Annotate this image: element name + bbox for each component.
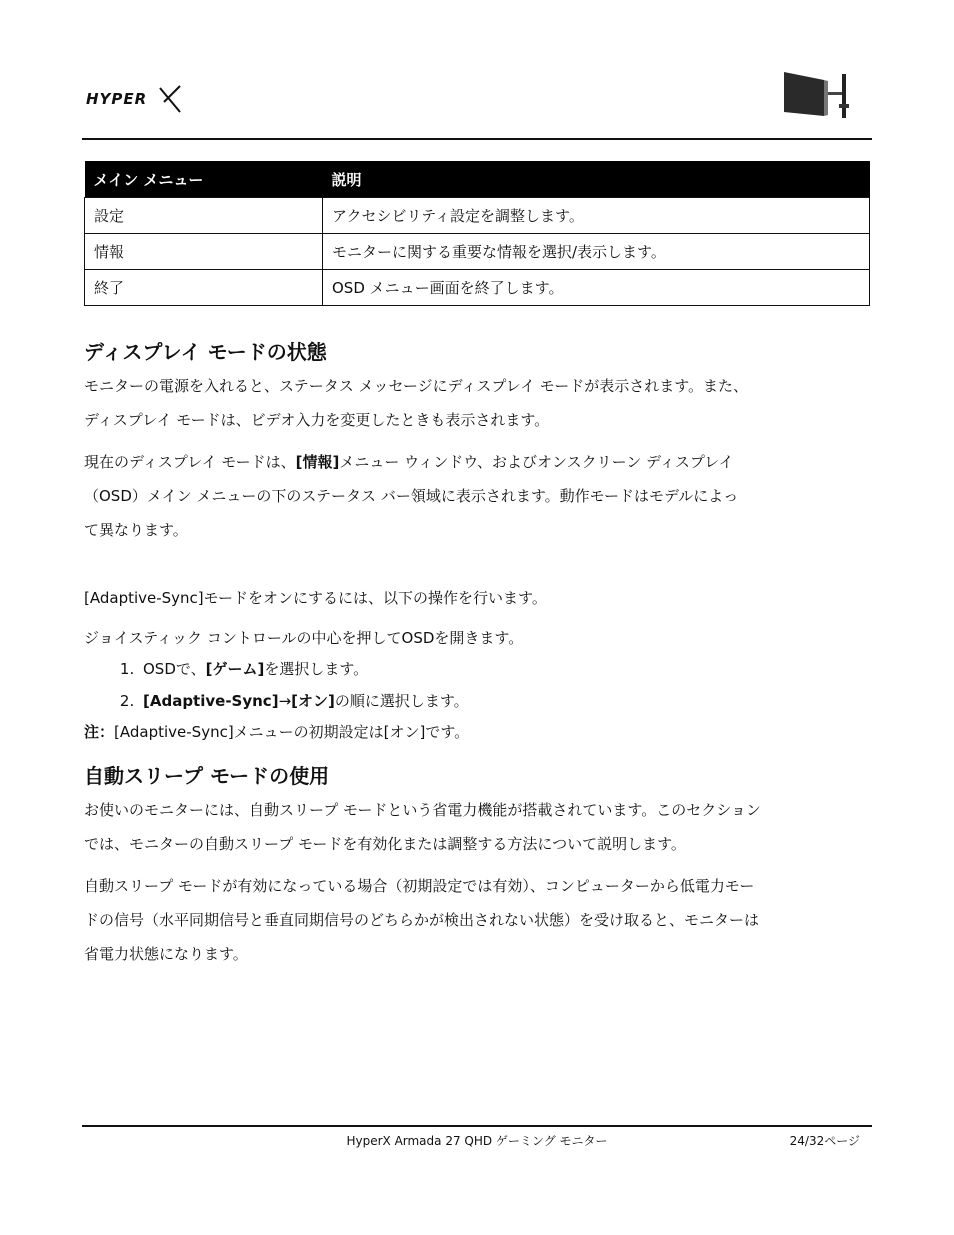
text-line: 現在のディスプレイ モードは、 <box>84 453 296 471</box>
section-heading-display-mode: ディスプレイ モードの状態 <box>84 340 327 364</box>
steps-list <box>84 653 874 717</box>
text: を選択します。 <box>264 660 369 678</box>
table-row <box>85 270 870 306</box>
bold-term: [情報] <box>295 453 340 471</box>
bold-term: [Adaptive-Sync] <box>143 692 279 710</box>
table-cell: 設定 <box>85 198 323 234</box>
paragraph: ジョイスティック コントロールの中心を押してOSDを開きます。 <box>84 629 524 647</box>
table-cell: 情報 <box>85 234 323 270</box>
bold-term: [ゲーム] <box>205 660 265 678</box>
main-menu-table <box>84 161 870 306</box>
hyperx-logo <box>84 78 184 118</box>
monitor-arm-icon <box>784 70 856 126</box>
table-cell: OSD メニュー画面を終了します。 <box>323 270 870 306</box>
table-header-row <box>85 161 870 198</box>
text-line: ディスプレイ モードは、ビデオ入力を変更したときも表示されます。 <box>84 411 550 429</box>
footer-document-title: HyperX Armada 27 QHD ゲーミング モニター <box>346 1134 608 1148</box>
text-line: メニュー ウィンドウ、およびオンスクリーン ディスプレイ <box>339 453 734 471</box>
text-line: モニターの電源を入れると、ステータス メッセージにディスプレイ モードが表示されます。また、 <box>84 377 748 395</box>
section-heading-auto-sleep: 自動スリープ モードの使用 <box>84 764 330 788</box>
column-header: 説明 <box>323 161 870 198</box>
list-item <box>139 653 874 685</box>
footer-divider <box>82 1125 872 1127</box>
text-line: では、モニターの自動スリープ モードを有効化または調整する方法について説明します。 <box>84 835 686 853</box>
column-header: メイン メニュー <box>85 161 323 198</box>
note-text: [Adaptive-Sync]メニューの初期設定は[オン]です。 <box>114 723 470 741</box>
text-line: （OSD）メイン メニューの下のステータス バー領域に表示されます。動作モードはモデルによっ <box>84 487 739 505</box>
table-cell: アクセシビリティ設定を調整します。 <box>323 198 870 234</box>
table-row <box>85 198 870 234</box>
text-line: お使いのモニターには、自動スリープ モードという省電力機能が搭載されています。このセクション <box>84 801 761 819</box>
note-label: 注： <box>84 723 115 741</box>
list-item <box>139 685 874 717</box>
paragraph <box>84 369 874 437</box>
svg-text:HYPER: HYPER <box>86 90 148 108</box>
note <box>84 717 874 747</box>
page-content <box>84 337 874 971</box>
paragraph <box>84 869 874 971</box>
page-header <box>82 68 872 140</box>
text-line: 省電力状態になります。 <box>84 945 248 963</box>
text: OSDで、 <box>143 660 206 678</box>
text-line: 自動スリープ モードが有効になっている場合（初期設定では有効）、コンピューターから低電力モー <box>84 877 755 895</box>
footer-page-number: 24/32ページ <box>789 1134 860 1148</box>
table-row <box>85 234 870 270</box>
arrow: → <box>278 692 292 710</box>
table-cell: 終了 <box>85 270 323 306</box>
bold-term: [オン] <box>291 692 335 710</box>
table-cell: モニターに関する重要な情報を選択/表示します。 <box>323 234 870 270</box>
paragraph <box>84 793 874 861</box>
paragraph: [Adaptive-Sync]モードをオンにするには、以下の操作を行います。 <box>84 589 547 607</box>
text-line: て異なります。 <box>84 521 188 539</box>
paragraph <box>84 445 874 547</box>
text-line: ドの信号（水平同期信号と垂直同期信号のどちらかが検出されない状態）を受け取ると、モニターは <box>84 911 760 929</box>
text: の順に選択します。 <box>334 692 469 710</box>
